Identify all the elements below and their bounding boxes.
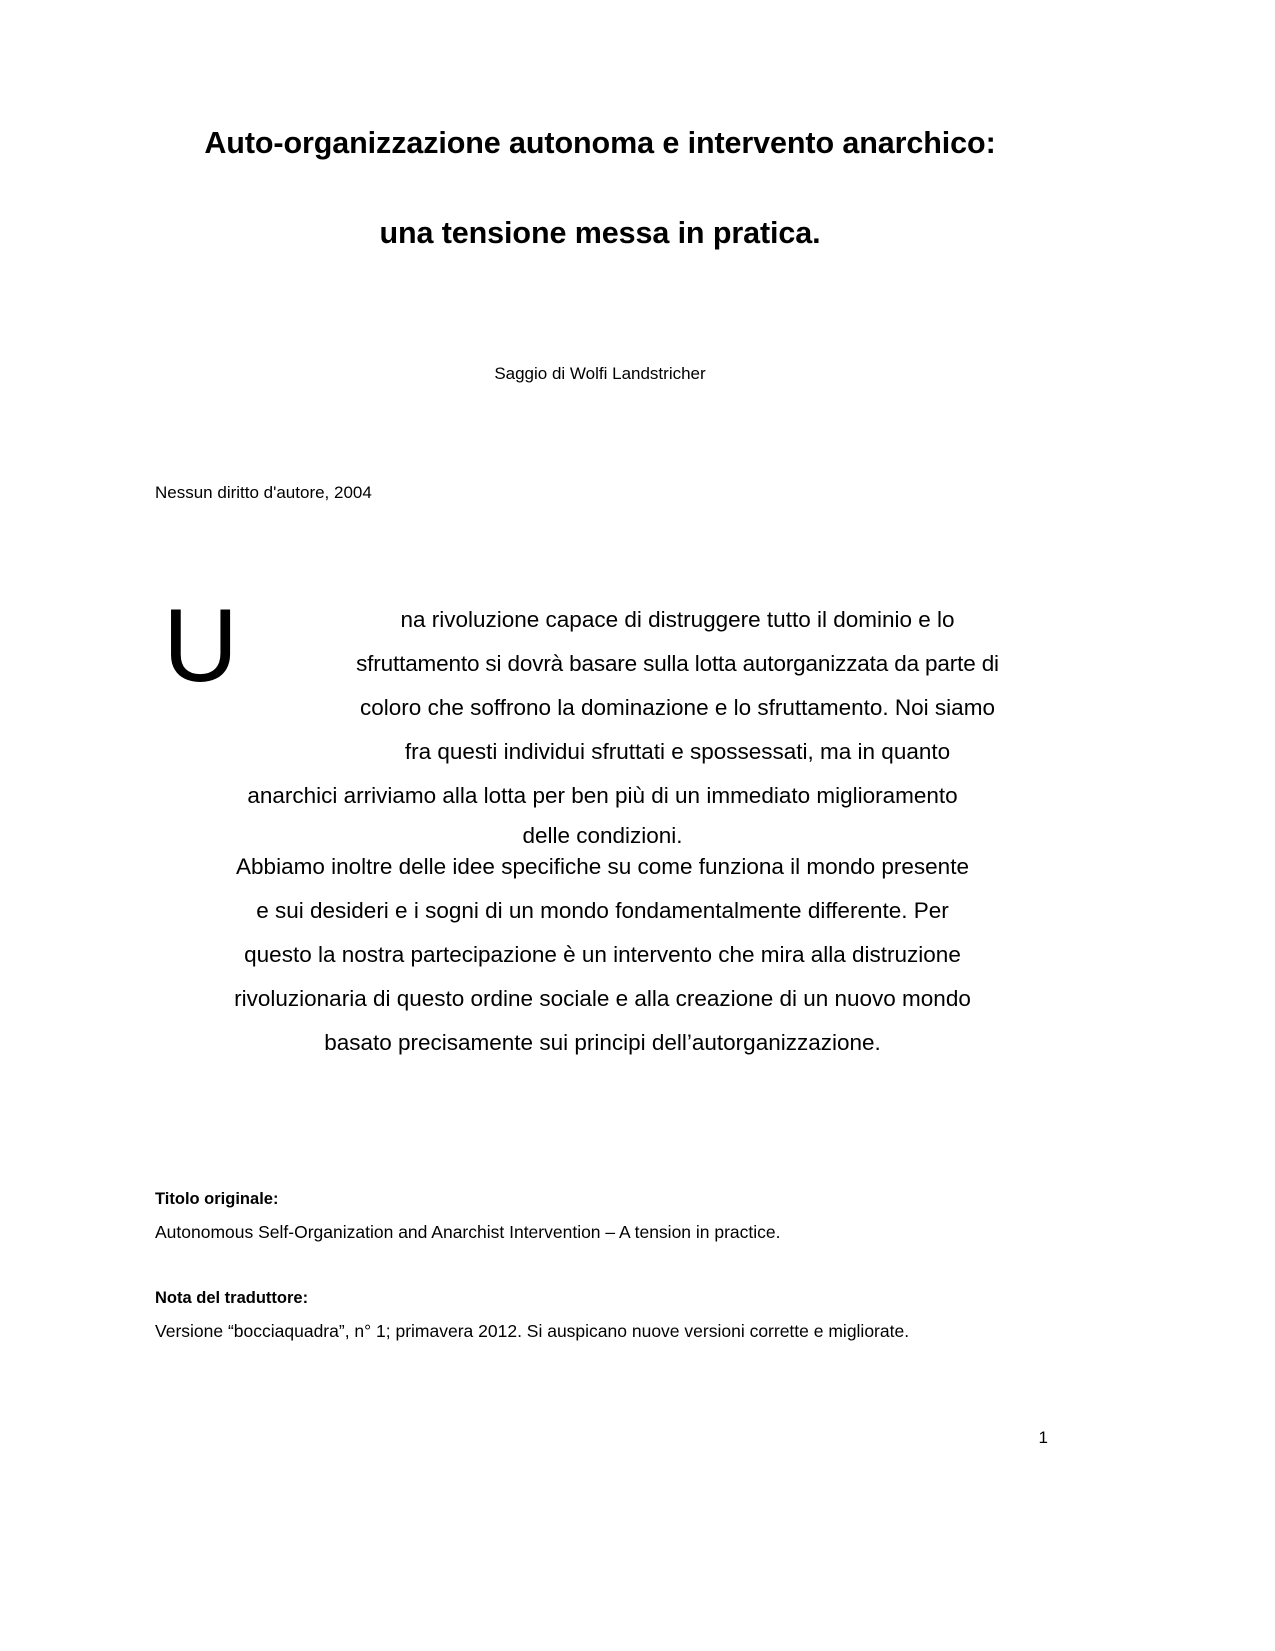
translator-note-label: Nota del traduttore:	[155, 1289, 309, 1307]
body-line: Abbiamo inoltre delle idee specifiche su come funziona il mondo presente	[236, 854, 969, 879]
body-line: delle condizioni.	[522, 823, 683, 848]
title-line-2: una tensione messa in pratica.	[379, 215, 821, 250]
body-line: basato precisamente sui principi dell’autorganizzazione.	[324, 1030, 881, 1055]
copyright-notice: Nessun diritto d'autore, 2004	[155, 483, 372, 502]
body-line: coloro che soffrono la dominazione e lo sfruttamento. Noi siamo	[360, 695, 995, 720]
body-line: sfruttamento si dovrà basare sulla lotta autorganizzata da parte di	[356, 651, 999, 676]
body-line: questo la nostra partecipazione è un intervento che mira alla distruzione	[244, 942, 961, 967]
body-line: e sui desideri e i sogni di un mondo fondamentalmente differente. Per	[256, 898, 949, 923]
body-paragraph-second	[155, 845, 1050, 1065]
page-title	[150, 128, 1050, 248]
author-byline: Saggio di Wolfi Landstricher	[494, 364, 706, 383]
original-title-value: Autonomous Self-Organization and Anarchist Intervention – A tension in practice.	[155, 1221, 781, 1242]
body-paragraph-first	[155, 588, 1050, 854]
original-title-section	[155, 1190, 1075, 1242]
body-line: rivoluzionaria di questo ordine sociale e alla creazione di un nuovo mondo	[234, 986, 971, 1011]
page-number: 1	[1038, 1428, 1048, 1447]
original-title-label: Titolo originale:	[155, 1190, 279, 1208]
body-paragraph-first-lines	[155, 588, 1050, 854]
body-line: na rivoluzione capace di distruggere tutto il dominio e lo	[400, 607, 955, 632]
body-line: fra questi individui sfruttati e spossessati, ma in quanto	[404, 739, 951, 764]
translator-note-value: Versione “bocciaquadra”, n° 1; primavera 2012. Si auspicano nuove versioni corrette e migliorate.	[155, 1320, 910, 1341]
body-line: anarchici arriviamo alla lotta per ben più di un immediato miglioramento	[247, 783, 958, 808]
translator-note-section	[155, 1289, 1075, 1341]
drop-cap-letter: U	[163, 588, 239, 704]
title-line-1: Auto-organizzazione autonoma e intervento anarchico:	[204, 126, 996, 160]
